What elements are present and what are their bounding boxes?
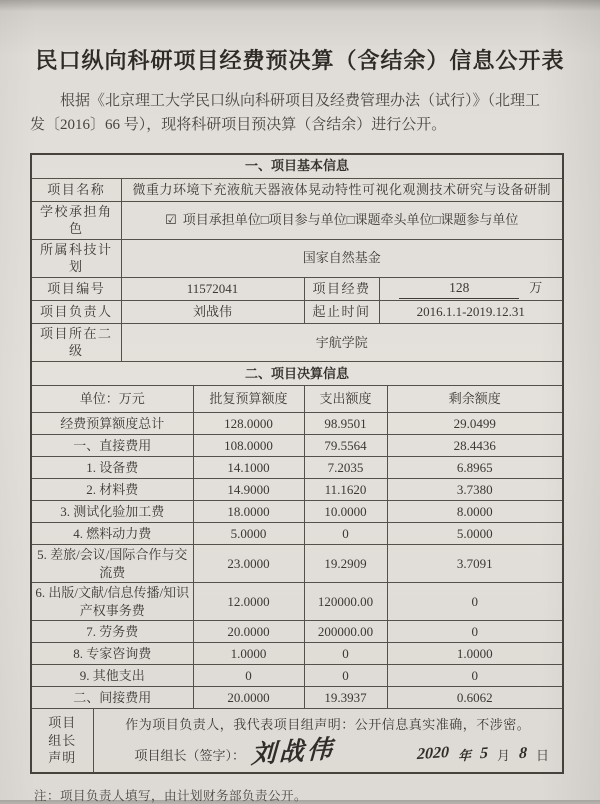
school-role-row bbox=[31, 201, 563, 239]
intro-line-2: 发〔2016〕66 号），现将科研项目预决算（含结余）进行公开。 bbox=[30, 117, 447, 133]
budget-cell-approved: 12.0000 bbox=[193, 583, 304, 621]
project-name-label: 项目名称 bbox=[31, 178, 121, 201]
budget-cell-remaining: 0 bbox=[387, 665, 563, 687]
project-leader-value: 刘战伟 bbox=[121, 300, 304, 323]
statement-label-line: 声明 bbox=[48, 750, 77, 766]
signature-date-year-suffix: 年 bbox=[457, 747, 472, 764]
budget-cell-spent: 120000.00 bbox=[304, 583, 387, 621]
intro-line-1: 根据《北京理工大学民口纵向科研项目及经费管理办法（试行）》（北理工 bbox=[60, 93, 541, 109]
budget-cell-spent: 200000.00 bbox=[304, 621, 387, 643]
statement-content-cell bbox=[93, 709, 563, 773]
program-row bbox=[31, 239, 563, 277]
budget-cell-approved: 108.0000 bbox=[193, 435, 304, 457]
column-header-approved-budget: 批复预算额度 bbox=[193, 386, 304, 413]
period-label: 起止时间 bbox=[304, 300, 379, 323]
project-number-row bbox=[31, 277, 563, 300]
budget-cell-approved: 14.9000 bbox=[193, 479, 304, 501]
budget-cell-remaining: 3.7380 bbox=[387, 479, 563, 501]
budget-row-materials bbox=[31, 479, 563, 501]
budget-row-label: 1. 设备费 bbox=[31, 457, 193, 479]
project-funds-label: 项目经费 bbox=[304, 277, 379, 300]
budget-cell-spent: 0 bbox=[304, 665, 387, 687]
budget-cell-spent: 0 bbox=[304, 523, 387, 545]
program-label: 所属科技计划 bbox=[31, 239, 121, 277]
budget-row-label: 9. 其他支出 bbox=[31, 665, 193, 687]
budget-row-direct-costs bbox=[31, 435, 563, 457]
budget-cell-spent: 0 bbox=[304, 643, 387, 665]
signature-label: 项目组长（签字）： bbox=[134, 748, 246, 764]
program-value: 国家自然基金 bbox=[121, 239, 563, 277]
budget-cell-spent: 10.0000 bbox=[304, 501, 387, 523]
budget-cell-approved: 20.0000 bbox=[193, 621, 304, 643]
section-basic-header-row bbox=[31, 154, 563, 178]
signature-date-year: 2020 bbox=[416, 744, 450, 764]
budget-row-label: 6. 出版/文献/信息传播/知识产权事务费 bbox=[31, 583, 193, 621]
column-header-spent: 支出额度 bbox=[304, 386, 387, 413]
project-funds-unit: 万 bbox=[529, 279, 543, 295]
budget-cell-spent: 19.2909 bbox=[304, 545, 387, 583]
project-funds-amount: 128 bbox=[399, 279, 519, 299]
signature-date-day-suffix: 日 bbox=[536, 748, 550, 764]
budget-cell-approved: 5.0000 bbox=[193, 523, 304, 545]
signature-date-month: 5 bbox=[479, 745, 489, 763]
signature-date bbox=[417, 743, 549, 765]
budget-unit-label: 单位：万元 bbox=[31, 386, 193, 413]
budget-cell-remaining: 3.7091 bbox=[387, 545, 563, 583]
budget-row-label: 8. 专家咨询费 bbox=[31, 643, 193, 665]
budget-cell-remaining: 6.8965 bbox=[387, 457, 563, 479]
school-role-label: 学校承担角色 bbox=[31, 201, 121, 239]
budget-cell-remaining: 0 bbox=[387, 621, 563, 643]
project-name-row bbox=[31, 178, 563, 201]
page-title: 民口纵向科研项目经费预决算（含结余）信息公开表 bbox=[35, 48, 565, 73]
budget-cell-remaining: 0 bbox=[387, 583, 563, 621]
budget-row-other bbox=[31, 665, 563, 687]
budget-row-publication-ip bbox=[31, 583, 563, 621]
budget-row-label: 一、直接费用 bbox=[31, 435, 193, 457]
budget-cell-approved: 128.0000 bbox=[193, 413, 304, 435]
intro-paragraph bbox=[30, 89, 570, 137]
budget-cell-remaining: 29.0499 bbox=[387, 413, 563, 435]
checkbox-checked-icon: ☑ bbox=[165, 212, 177, 228]
period-value: 2016.1.1-2019.12.31 bbox=[379, 300, 563, 323]
budget-row-label: 5. 差旅/会议/国际合作与交流费 bbox=[31, 545, 193, 583]
budget-row-total bbox=[31, 413, 563, 435]
project-number-label: 项目编号 bbox=[31, 277, 121, 300]
budget-row-expert-consulting bbox=[31, 643, 563, 665]
project-name-value: 微重力环境下充液航天器液体晃动特性可视化观测技术研究与设备研制 bbox=[121, 178, 563, 201]
budget-cell-spent: 11.1620 bbox=[304, 479, 387, 501]
budget-row-fuel-power bbox=[31, 523, 563, 545]
budget-columns-header-row bbox=[31, 386, 563, 413]
project-leader-label: 项目负责人 bbox=[31, 300, 121, 323]
budget-row-indirect-costs bbox=[31, 687, 563, 709]
project-funds-value-cell bbox=[379, 277, 563, 300]
statement-declaration: 作为项目负责人，我代表项目组声明：公开信息真实准确，不涉密。 bbox=[125, 716, 531, 732]
department-row bbox=[31, 323, 563, 361]
budget-cell-spent: 19.3937 bbox=[304, 687, 387, 709]
school-role-options bbox=[121, 201, 563, 239]
budget-cell-remaining: 8.0000 bbox=[387, 501, 563, 523]
department-label: 项目所在二级 bbox=[31, 323, 121, 361]
project-leader-row bbox=[31, 300, 563, 323]
statement-label-line: 组长 bbox=[48, 732, 77, 748]
column-header-remaining: 剩余额度 bbox=[387, 386, 563, 413]
budget-row-testing bbox=[31, 501, 563, 523]
school-role-options-text: 项目承担单位□项目参与单位□课题牵头单位□课题参与单位 bbox=[182, 212, 519, 228]
department-value: 宇航学院 bbox=[121, 323, 563, 361]
statement-label-cell bbox=[31, 709, 93, 773]
budget-cell-approved: 0 bbox=[193, 665, 304, 687]
budget-cell-approved: 23.0000 bbox=[193, 545, 304, 583]
budget-row-label: 2. 材料费 bbox=[31, 479, 193, 501]
signature-handwritten-name: 刘战伟 bbox=[250, 736, 336, 770]
budget-cell-approved: 14.1000 bbox=[193, 457, 304, 479]
signature-date-month-suffix: 月 bbox=[496, 748, 510, 764]
disclosure-form-table bbox=[30, 153, 564, 774]
budget-row-label: 4. 燃料动力费 bbox=[31, 523, 193, 545]
project-number-value: 11572041 bbox=[121, 277, 304, 300]
budget-row-label: 7. 劳务费 bbox=[31, 621, 193, 643]
budget-cell-remaining: 5.0000 bbox=[387, 523, 563, 545]
signature-line bbox=[97, 736, 560, 770]
leader-statement-row bbox=[31, 709, 563, 773]
budget-cell-approved: 1.0000 bbox=[193, 643, 304, 665]
budget-row-label: 经费预算额度总计 bbox=[31, 413, 193, 435]
budget-cell-approved: 20.0000 bbox=[193, 687, 304, 709]
footnote: 注：项目负责人填写，由计划财务部负责公开。 bbox=[34, 788, 308, 803]
budget-row-labor bbox=[31, 621, 563, 643]
budget-cell-spent: 98.9501 bbox=[304, 413, 387, 435]
section-title-basic-info: 一、项目基本信息 bbox=[31, 154, 563, 178]
budget-row-travel-conference bbox=[31, 545, 563, 583]
budget-cell-spent: 7.2035 bbox=[304, 457, 387, 479]
statement-label-line: 项目 bbox=[48, 715, 77, 731]
budget-cell-spent: 79.5564 bbox=[304, 435, 387, 457]
budget-cell-remaining: 28.4436 bbox=[387, 435, 563, 457]
budget-cell-remaining: 0.6062 bbox=[387, 687, 563, 709]
budget-row-equipment bbox=[31, 457, 563, 479]
section-budget-header-row bbox=[31, 362, 563, 386]
budget-row-label: 3. 测试化验加工费 bbox=[31, 501, 193, 523]
budget-cell-remaining: 1.0000 bbox=[387, 643, 563, 665]
budget-row-label: 二、间接费用 bbox=[31, 687, 193, 709]
section-title-budget-info: 二、项目决算信息 bbox=[31, 362, 563, 386]
budget-cell-approved: 18.0000 bbox=[193, 501, 304, 523]
signature-date-day: 8 bbox=[518, 745, 528, 763]
